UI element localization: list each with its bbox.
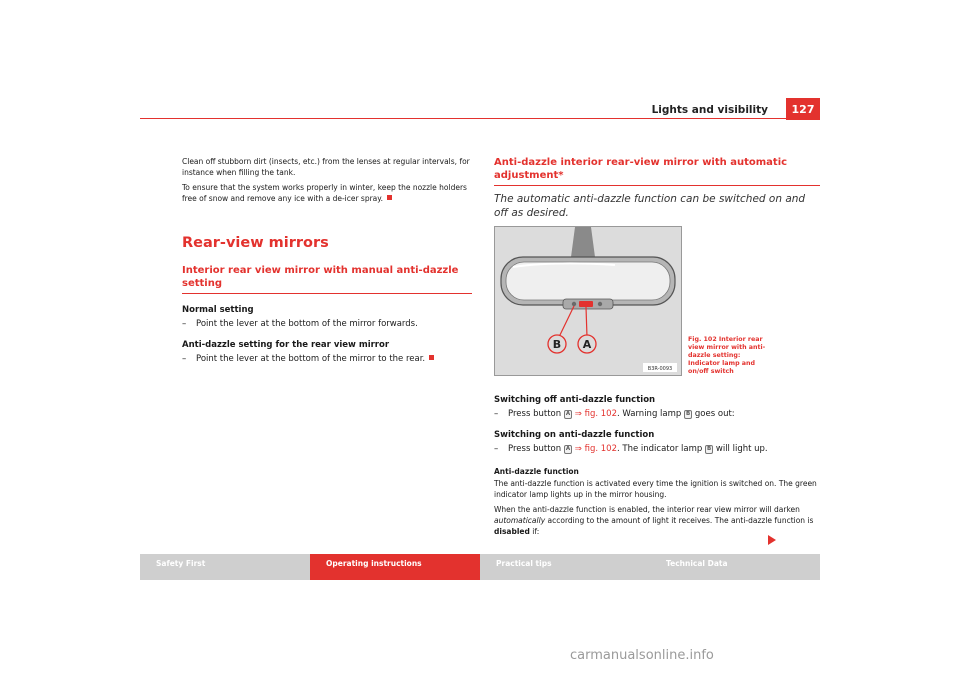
- key-a-icon: A: [565, 446, 571, 452]
- on-mid-text: . The indicator lamp: [616, 444, 703, 454]
- callout-a-label: A: [582, 338, 592, 351]
- key-b-icon: B: [706, 446, 712, 452]
- darken-end-text: if:: [532, 527, 540, 536]
- antidazzle-activation-paragraph: The anti-dazzle function is activated every time the ignition is switched on. The green indicator lamp lights up in the mirror housing.: [494, 479, 817, 499]
- step-dash: –: [494, 444, 499, 454]
- darken-start-text: When the anti-dazzle function is enabled, the interior rear view mirror will darken: [494, 505, 800, 514]
- figure-reference-link[interactable]: ⇒ fig. 102: [574, 444, 617, 454]
- footer-nav: [140, 554, 820, 580]
- figure-row: [494, 226, 820, 376]
- next-page-arrow-icon[interactable]: [768, 535, 776, 545]
- watermark: carmanualsonline.info: [570, 648, 714, 663]
- mirror-mount-icon: [571, 227, 595, 257]
- off-press-text: Press button: [508, 409, 562, 419]
- switch-on-step: [494, 443, 820, 456]
- footer-tab-operating-instructions[interactable]: Operating instructions: [310, 554, 480, 580]
- footer-tab-safety-first[interactable]: Safety First: [156, 559, 206, 568]
- normal-setting-step: [182, 318, 472, 331]
- footer-tab-practical-tips[interactable]: Practical tips: [496, 559, 552, 568]
- header-rule: [140, 118, 820, 119]
- subsection-title-manual: Interior rear view mirror with manual anti-dazzle setting: [182, 264, 472, 294]
- callout-b-label: B: [552, 338, 562, 351]
- winter-paragraph: [182, 182, 472, 204]
- switch-off-label: Switching off anti-dazzle function: [494, 395, 656, 405]
- footer-tab-technical-data[interactable]: Technical Data: [666, 559, 728, 568]
- section-end-icon: [387, 195, 392, 200]
- section-title: Rear-view mirrors: [182, 235, 329, 251]
- on-end-text: will light up.: [715, 444, 768, 454]
- on-press-text: Press button: [508, 444, 562, 454]
- off-end-text: goes out:: [694, 409, 735, 419]
- normal-setting-label: Normal setting: [182, 305, 254, 315]
- page-number: 127: [786, 98, 820, 120]
- mirror-figure: [494, 226, 682, 376]
- switch-on-label: Switching on anti-dazzle function: [494, 430, 655, 440]
- antidazzle-function-subhead: Anti-dazzle function: [494, 467, 579, 476]
- subsection-title-automatic: Anti-dazzle interior rear-view mirror with automatic adjustment*: [494, 156, 820, 186]
- key-a-icon: A: [565, 411, 571, 417]
- running-header: Lights and visibility: [651, 104, 768, 116]
- mirror-illustration: [495, 227, 681, 375]
- antidazzle-setting-step: [182, 353, 472, 366]
- on-off-switch-icon: [579, 301, 593, 307]
- lens-cleaning-paragraph: Clean off stubborn dirt (insects, etc.) from the lenses at regular intervals, for instance when filling the tank.: [182, 157, 470, 177]
- figure-reference-link[interactable]: ⇒ fig. 102: [574, 409, 617, 419]
- step-dash: –: [182, 354, 187, 364]
- step-dash: –: [182, 319, 187, 329]
- darken-emphasis-text: automatically: [494, 516, 546, 525]
- intro-text: The automatic anti-dazzle function can be switched on and off as desired.: [494, 193, 806, 219]
- antidazzle-setting-text: Point the lever at the bottom of the mirror to the rear.: [196, 354, 426, 364]
- switch-off-step: [494, 408, 820, 421]
- section-end-icon: [429, 355, 434, 360]
- left-column: [182, 156, 472, 366]
- winter-paragraph-text: To ensure that the system works properly in winter, keep the nozzle holders free of snow and remove any ice with a de-icer spray.: [182, 183, 467, 203]
- figure-caption: Fig. 102 Interior rear view mirror with anti-dazzle setting: Indicator lamp and on/off switch: [688, 336, 766, 375]
- mirror-glass-icon: [506, 262, 670, 300]
- indicator-lamp-icon: [572, 302, 576, 306]
- darken-mid-text: according to the amount of light it receives. The anti-dazzle function is: [547, 516, 814, 525]
- off-mid-text: . Warning lamp: [616, 409, 682, 419]
- figure-code: B3R-0093: [647, 366, 673, 372]
- antidazzle-setting-label: Anti-dazzle setting for the rear view mirror: [182, 340, 390, 350]
- normal-setting-text: Point the lever at the bottom of the mirror forwards.: [196, 319, 418, 329]
- key-b-icon: B: [686, 411, 691, 417]
- darken-bold-text: disabled: [494, 527, 530, 536]
- right-column: [494, 156, 820, 537]
- antidazzle-darken-paragraph: [494, 504, 820, 537]
- step-dash: –: [494, 409, 499, 419]
